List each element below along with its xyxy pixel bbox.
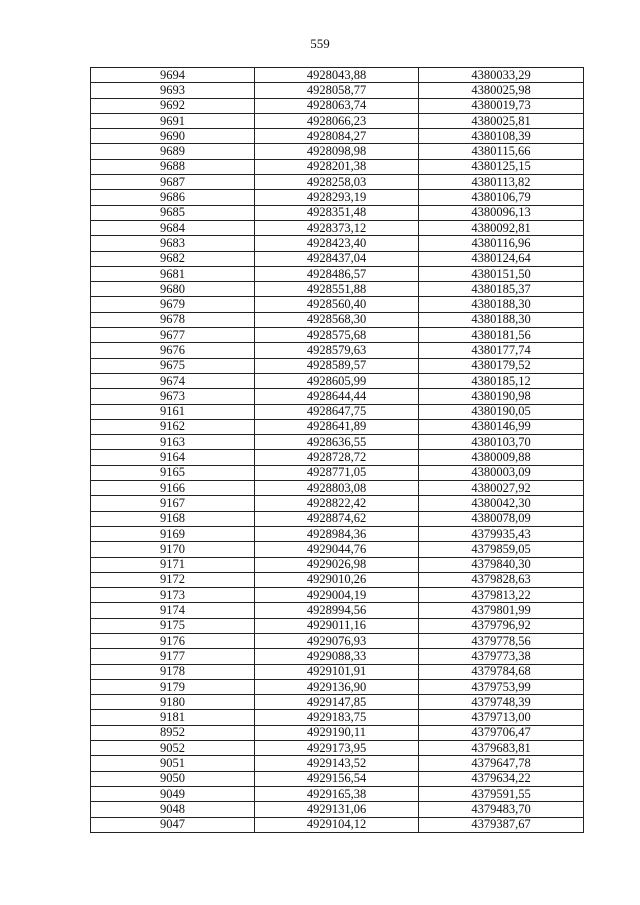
table-row	[91, 450, 584, 465]
point-number-cell: 9051	[91, 756, 255, 771]
y-coordinate-cell: 4379778,56	[419, 633, 584, 648]
table-row	[91, 679, 584, 694]
table-row	[91, 557, 584, 572]
point-number-cell: 9179	[91, 679, 255, 694]
point-number-cell: 9675	[91, 358, 255, 373]
point-number-cell: 9180	[91, 695, 255, 710]
x-coordinate-cell: 4929104,12	[255, 817, 419, 832]
x-coordinate-cell: 4928822,42	[255, 496, 419, 511]
point-number-cell: 9691	[91, 113, 255, 128]
x-coordinate-cell: 4928644,44	[255, 389, 419, 404]
point-number-cell: 9681	[91, 266, 255, 281]
point-number-cell: 9687	[91, 175, 255, 190]
table-row	[91, 68, 584, 83]
x-coordinate-cell: 4929173,95	[255, 741, 419, 756]
table-row	[91, 419, 584, 434]
x-coordinate-cell: 4928636,55	[255, 435, 419, 450]
table-row	[91, 312, 584, 327]
y-coordinate-cell: 4380188,30	[419, 312, 584, 327]
x-coordinate-cell: 4928084,27	[255, 129, 419, 144]
table-row	[91, 542, 584, 557]
y-coordinate-cell: 4379483,70	[419, 802, 584, 817]
table-row	[91, 511, 584, 526]
y-coordinate-cell: 4380124,64	[419, 251, 584, 266]
x-coordinate-cell: 4929011,16	[255, 618, 419, 633]
point-number-cell: 9684	[91, 220, 255, 235]
table-row	[91, 205, 584, 220]
x-coordinate-cell: 4928058,77	[255, 83, 419, 98]
x-coordinate-cell: 4928063,74	[255, 98, 419, 113]
y-coordinate-cell: 4380042,30	[419, 496, 584, 511]
table-row	[91, 297, 584, 312]
point-number-cell: 9175	[91, 618, 255, 633]
table-row	[91, 786, 584, 801]
x-coordinate-cell: 4929044,76	[255, 542, 419, 557]
table-row	[91, 175, 584, 190]
table-row	[91, 603, 584, 618]
y-coordinate-cell: 4379773,38	[419, 649, 584, 664]
x-coordinate-cell: 4928066,23	[255, 113, 419, 128]
x-coordinate-cell: 4928874,62	[255, 511, 419, 526]
y-coordinate-cell: 4380025,98	[419, 83, 584, 98]
x-coordinate-cell: 4929010,26	[255, 572, 419, 587]
y-coordinate-cell: 4380115,66	[419, 144, 584, 159]
point-number-cell: 9692	[91, 98, 255, 113]
point-number-cell: 9162	[91, 419, 255, 434]
point-number-cell: 9677	[91, 328, 255, 343]
table-row	[91, 496, 584, 511]
point-number-cell: 9693	[91, 83, 255, 98]
x-coordinate-cell: 4929190,11	[255, 725, 419, 740]
table-row	[91, 220, 584, 235]
x-coordinate-cell: 4928579,63	[255, 343, 419, 358]
y-coordinate-cell: 4379859,05	[419, 542, 584, 557]
table-row	[91, 282, 584, 297]
x-coordinate-cell: 4928423,40	[255, 236, 419, 251]
y-coordinate-cell: 4379753,99	[419, 679, 584, 694]
y-coordinate-cell: 4379828,63	[419, 572, 584, 587]
table-row	[91, 817, 584, 832]
table-row	[91, 98, 584, 113]
table-row	[91, 389, 584, 404]
y-coordinate-cell: 4380027,92	[419, 481, 584, 496]
point-number-cell: 9683	[91, 236, 255, 251]
table-row	[91, 725, 584, 740]
x-coordinate-cell: 4929131,06	[255, 802, 419, 817]
x-coordinate-cell: 4929143,52	[255, 756, 419, 771]
y-coordinate-cell: 4380185,37	[419, 282, 584, 297]
y-coordinate-cell: 4380125,15	[419, 159, 584, 174]
x-coordinate-cell: 4928486,57	[255, 266, 419, 281]
y-coordinate-cell: 4380181,56	[419, 328, 584, 343]
table-row	[91, 633, 584, 648]
point-number-cell: 9678	[91, 312, 255, 327]
x-coordinate-cell: 4928293,19	[255, 190, 419, 205]
y-coordinate-cell: 4380146,99	[419, 419, 584, 434]
point-number-cell: 9174	[91, 603, 255, 618]
point-number-cell: 9178	[91, 664, 255, 679]
x-coordinate-cell: 4928568,30	[255, 312, 419, 327]
x-coordinate-cell: 4929156,54	[255, 771, 419, 786]
y-coordinate-cell: 4379813,22	[419, 588, 584, 603]
point-number-cell: 9685	[91, 205, 255, 220]
y-coordinate-cell: 4380106,79	[419, 190, 584, 205]
y-coordinate-cell: 4380009,88	[419, 450, 584, 465]
point-number-cell: 9673	[91, 389, 255, 404]
y-coordinate-cell: 4380151,50	[419, 266, 584, 281]
y-coordinate-cell: 4380003,09	[419, 465, 584, 480]
point-number-cell: 9164	[91, 450, 255, 465]
x-coordinate-cell: 4928258,03	[255, 175, 419, 190]
y-coordinate-cell: 4380179,52	[419, 358, 584, 373]
x-coordinate-cell: 4929101,91	[255, 664, 419, 679]
table-row	[91, 266, 584, 281]
point-number-cell: 9168	[91, 511, 255, 526]
y-coordinate-cell: 4380190,05	[419, 404, 584, 419]
x-coordinate-cell: 4928098,98	[255, 144, 419, 159]
table-row	[91, 664, 584, 679]
table-row	[91, 113, 584, 128]
x-coordinate-cell: 4929004,19	[255, 588, 419, 603]
point-number-cell: 9048	[91, 802, 255, 817]
point-number-cell: 9167	[91, 496, 255, 511]
table-row	[91, 710, 584, 725]
y-coordinate-cell: 4380078,09	[419, 511, 584, 526]
x-coordinate-cell: 4928437,04	[255, 251, 419, 266]
table-row	[91, 756, 584, 771]
table-row	[91, 236, 584, 251]
x-coordinate-cell: 4928351,48	[255, 205, 419, 220]
point-number-cell: 9163	[91, 435, 255, 450]
point-number-cell: 9686	[91, 190, 255, 205]
x-coordinate-cell: 4928201,38	[255, 159, 419, 174]
point-number-cell: 9165	[91, 465, 255, 480]
point-number-cell: 9682	[91, 251, 255, 266]
x-coordinate-cell: 4928771,05	[255, 465, 419, 480]
table-row	[91, 328, 584, 343]
y-coordinate-cell: 4380103,70	[419, 435, 584, 450]
x-coordinate-cell: 4928560,40	[255, 297, 419, 312]
y-coordinate-cell: 4379387,67	[419, 817, 584, 832]
table-row	[91, 649, 584, 664]
x-coordinate-cell: 4929136,90	[255, 679, 419, 694]
point-number-cell: 9169	[91, 526, 255, 541]
y-coordinate-cell: 4380025,81	[419, 113, 584, 128]
table-row	[91, 129, 584, 144]
table-row	[91, 435, 584, 450]
table-row	[91, 618, 584, 633]
x-coordinate-cell: 4928043,88	[255, 68, 419, 83]
table-row	[91, 190, 584, 205]
point-number-cell: 9694	[91, 68, 255, 83]
table-row	[91, 373, 584, 388]
point-number-cell: 9166	[91, 481, 255, 496]
x-coordinate-cell: 4928994,56	[255, 603, 419, 618]
table-row	[91, 741, 584, 756]
table-row	[91, 771, 584, 786]
point-number-cell: 9177	[91, 649, 255, 664]
point-number-cell: 9679	[91, 297, 255, 312]
point-number-cell: 9176	[91, 633, 255, 648]
point-number-cell: 9674	[91, 373, 255, 388]
y-coordinate-cell: 4379748,39	[419, 695, 584, 710]
point-number-cell: 9172	[91, 572, 255, 587]
point-number-cell: 9676	[91, 343, 255, 358]
table-row	[91, 465, 584, 480]
y-coordinate-cell: 4380096,13	[419, 205, 584, 220]
y-coordinate-cell: 4379706,47	[419, 725, 584, 740]
x-coordinate-cell: 4928605,99	[255, 373, 419, 388]
table-row	[91, 343, 584, 358]
x-coordinate-cell: 4928641,89	[255, 419, 419, 434]
table-row	[91, 358, 584, 373]
point-number-cell: 9688	[91, 159, 255, 174]
y-coordinate-cell: 4380113,82	[419, 175, 584, 190]
x-coordinate-cell: 4929165,38	[255, 786, 419, 801]
point-number-cell: 9049	[91, 786, 255, 801]
y-coordinate-cell: 4379647,78	[419, 756, 584, 771]
table-row	[91, 802, 584, 817]
point-number-cell: 9181	[91, 710, 255, 725]
y-coordinate-cell: 4380190,98	[419, 389, 584, 404]
x-coordinate-cell: 4928803,08	[255, 481, 419, 496]
point-number-cell: 9052	[91, 741, 255, 756]
table-row	[91, 588, 584, 603]
table-row	[91, 572, 584, 587]
y-coordinate-cell: 4379591,55	[419, 786, 584, 801]
x-coordinate-cell: 4928373,12	[255, 220, 419, 235]
point-number-cell: 8952	[91, 725, 255, 740]
x-coordinate-cell: 4929147,85	[255, 695, 419, 710]
x-coordinate-cell: 4929076,93	[255, 633, 419, 648]
table-row	[91, 404, 584, 419]
y-coordinate-cell: 4380108,39	[419, 129, 584, 144]
y-coordinate-cell: 4380033,29	[419, 68, 584, 83]
x-coordinate-cell: 4929088,33	[255, 649, 419, 664]
point-number-cell: 9170	[91, 542, 255, 557]
y-coordinate-cell: 4380019,73	[419, 98, 584, 113]
point-number-cell: 9690	[91, 129, 255, 144]
table-row	[91, 83, 584, 98]
point-number-cell: 9173	[91, 588, 255, 603]
y-coordinate-cell: 4379801,99	[419, 603, 584, 618]
table-row	[91, 159, 584, 174]
x-coordinate-cell: 4928728,72	[255, 450, 419, 465]
x-coordinate-cell: 4928647,75	[255, 404, 419, 419]
x-coordinate-cell: 4928575,68	[255, 328, 419, 343]
y-coordinate-cell: 4380116,96	[419, 236, 584, 251]
table-row	[91, 695, 584, 710]
x-coordinate-cell: 4929026,98	[255, 557, 419, 572]
coordinates-table	[90, 67, 584, 833]
table-row	[91, 526, 584, 541]
point-number-cell: 9680	[91, 282, 255, 297]
page-number: 559	[310, 36, 330, 51]
y-coordinate-cell: 4380188,30	[419, 297, 584, 312]
x-coordinate-cell: 4929183,75	[255, 710, 419, 725]
y-coordinate-cell: 4379784,68	[419, 664, 584, 679]
y-coordinate-cell: 4379683,81	[419, 741, 584, 756]
y-coordinate-cell: 4380092,81	[419, 220, 584, 235]
table-row	[91, 144, 584, 159]
y-coordinate-cell: 4379935,43	[419, 526, 584, 541]
y-coordinate-cell: 4380185,12	[419, 373, 584, 388]
point-number-cell: 9050	[91, 771, 255, 786]
x-coordinate-cell: 4928551,88	[255, 282, 419, 297]
table-row	[91, 251, 584, 266]
point-number-cell: 9171	[91, 557, 255, 572]
y-coordinate-cell: 4379796,92	[419, 618, 584, 633]
point-number-cell: 9161	[91, 404, 255, 419]
table-row	[91, 481, 584, 496]
x-coordinate-cell: 4928589,57	[255, 358, 419, 373]
point-number-cell: 9689	[91, 144, 255, 159]
y-coordinate-cell: 4380177,74	[419, 343, 584, 358]
y-coordinate-cell: 4379713,00	[419, 710, 584, 725]
y-coordinate-cell: 4379840,30	[419, 557, 584, 572]
coordinates-table-body	[91, 68, 584, 833]
x-coordinate-cell: 4928984,36	[255, 526, 419, 541]
point-number-cell: 9047	[91, 817, 255, 832]
y-coordinate-cell: 4379634,22	[419, 771, 584, 786]
